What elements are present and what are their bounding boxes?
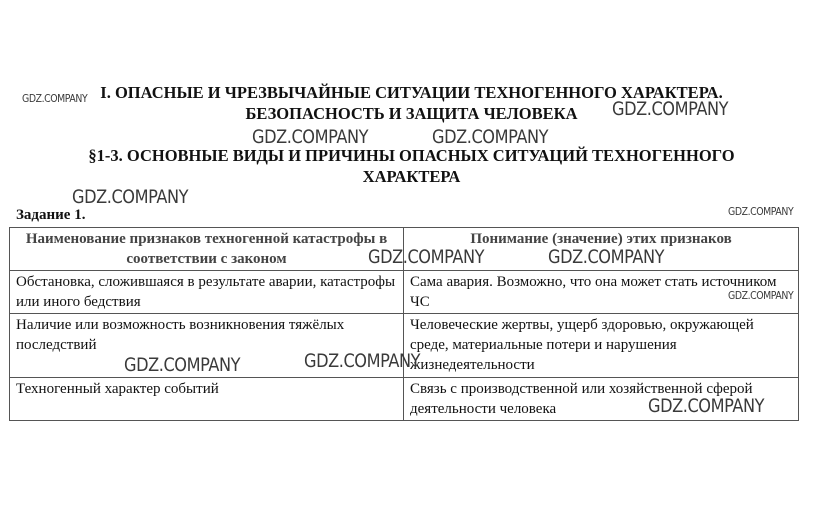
watermark: GDZ.COMPANY <box>124 354 241 376</box>
watermark: GDZ.COMPANY <box>368 246 485 268</box>
section-title-line-1: §1-3. ОСНОВНЫЕ ВИДЫ И ПРИЧИНЫ ОПАСНЫХ СИТУАЦИЙ ТЕХНОГЕННОГО <box>88 146 735 165</box>
watermark: GDZ.COMPANY <box>252 126 369 148</box>
table-cell: Наличие или возможность возникновения тяжёлых последствий <box>10 314 404 378</box>
section-title-line-2: ХАРАКТЕРА <box>362 167 461 186</box>
watermark: GDZ.COMPANY <box>728 205 794 218</box>
watermark: GDZ.COMPANY <box>432 126 549 148</box>
table-cell: Сама авария. Возможно, что она может стать источником ЧС <box>404 271 799 314</box>
table-header-cell: Понимание (значение) этих признаков <box>404 228 799 271</box>
watermark: GDZ.COMPANY <box>304 350 421 372</box>
watermark: GDZ.COMPANY <box>548 246 665 268</box>
chapter-title-line-1: I. ОПАСНЫЕ И ЧРЕЗВЫЧАЙНЫЕ СИТУАЦИИ ТЕХНОГЕННОГО ХАРАКТЕРА. <box>100 83 723 102</box>
table-cell: Техногенный характер событий <box>10 378 404 421</box>
watermark: GDZ.COMPANY <box>648 395 765 417</box>
table-header-cell: Наименование признаков техногенной катастрофы в соответствии с законом <box>10 228 404 271</box>
chapter-title-line-2: БЕЗОПАСНОСТЬ И ЗАЩИТА ЧЕЛОВЕКА <box>245 104 578 123</box>
table-cell: Связь с производственной или хозяйственной сферой деятельности человека <box>404 378 799 421</box>
watermark: GDZ.COMPANY <box>728 289 794 302</box>
watermark: GDZ.COMPANY <box>72 186 189 208</box>
watermark: GDZ.COMPANY <box>22 92 88 105</box>
section-title <box>0 145 823 187</box>
table-cell: Обстановка, сложившаяся в результате аварии, катастрофы или иного бедствия <box>10 271 404 314</box>
table-row <box>10 271 799 314</box>
watermark: GDZ.COMPANY <box>612 98 729 120</box>
table-cell: Человеческие жертвы, ущерб здоровью, окружающей среде, материальные потери и нарушения жизнедеятельности <box>404 314 799 378</box>
task-label: Задание 1. <box>16 207 86 223</box>
